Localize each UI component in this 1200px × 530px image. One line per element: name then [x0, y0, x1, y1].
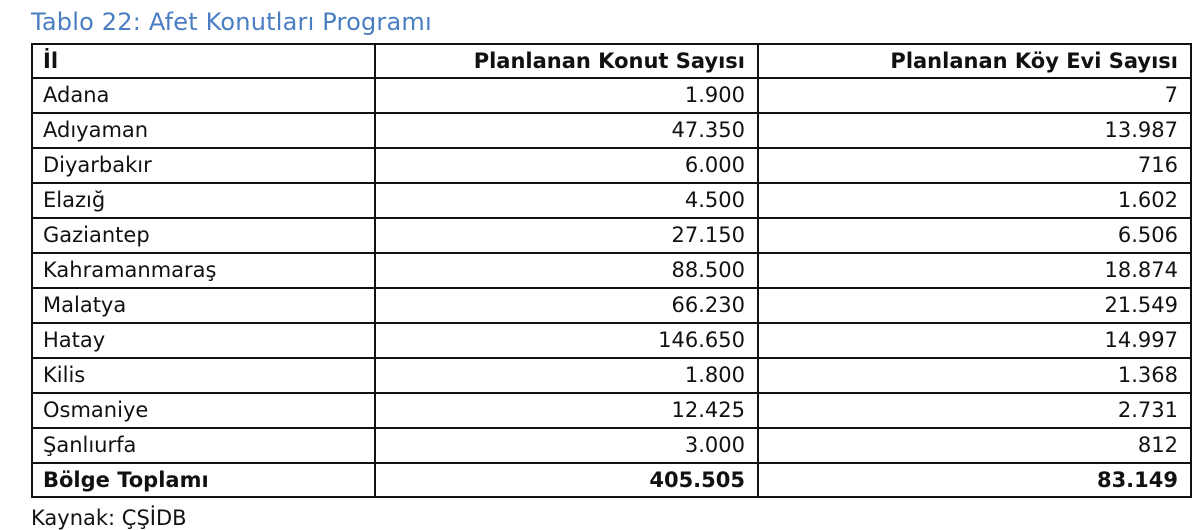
cell-il: Hatay — [32, 323, 375, 358]
housing-table — [31, 43, 1192, 498]
cell-koy-evi: 2.731 — [758, 393, 1191, 428]
cell-konut: 1.800 — [375, 358, 758, 393]
cell-il: Diyarbakır — [32, 148, 375, 183]
cell-koy-evi: 7 — [758, 78, 1191, 113]
table-row — [32, 218, 1191, 253]
cell-koy-evi: 1.368 — [758, 358, 1191, 393]
cell-il: Elazığ — [32, 183, 375, 218]
header-koy-evi: Planlanan Köy Evi Sayısı — [758, 44, 1191, 78]
cell-il: Şanlıurfa — [32, 428, 375, 463]
table-row — [32, 78, 1191, 113]
total-label: Bölge Toplamı — [32, 463, 375, 497]
cell-koy-evi: 18.874 — [758, 253, 1191, 288]
table-row — [32, 428, 1191, 463]
table-row — [32, 113, 1191, 148]
cell-il: Osmaniye — [32, 393, 375, 428]
cell-konut: 47.350 — [375, 113, 758, 148]
total-row — [32, 463, 1191, 497]
table-row — [32, 323, 1191, 358]
cell-konut: 12.425 — [375, 393, 758, 428]
cell-konut: 3.000 — [375, 428, 758, 463]
cell-konut: 146.650 — [375, 323, 758, 358]
cell-konut: 88.500 — [375, 253, 758, 288]
header-konut: Planlanan Konut Sayısı — [375, 44, 758, 78]
cell-konut: 27.150 — [375, 218, 758, 253]
cell-il: Adıyaman — [32, 113, 375, 148]
cell-konut: 66.230 — [375, 288, 758, 323]
table-row — [32, 393, 1191, 428]
cell-koy-evi: 21.549 — [758, 288, 1191, 323]
cell-koy-evi: 716 — [758, 148, 1191, 183]
table-row — [32, 358, 1191, 393]
table-row — [32, 148, 1191, 183]
cell-koy-evi: 14.997 — [758, 323, 1191, 358]
cell-il: Malatya — [32, 288, 375, 323]
table-row — [32, 183, 1191, 218]
total-konut: 405.505 — [375, 463, 758, 497]
cell-konut: 6.000 — [375, 148, 758, 183]
header-il: İl — [32, 44, 375, 78]
table-row — [32, 253, 1191, 288]
table-row — [32, 288, 1191, 323]
cell-il: Kilis — [32, 358, 375, 393]
cell-il: Kahramanmaraş — [32, 253, 375, 288]
cell-koy-evi: 812 — [758, 428, 1191, 463]
cell-koy-evi: 13.987 — [758, 113, 1191, 148]
cell-il: Gaziantep — [32, 218, 375, 253]
cell-il: Adana — [32, 78, 375, 113]
source-note: Kaynak: ÇŞİDB — [31, 506, 187, 530]
cell-koy-evi: 6.506 — [758, 218, 1191, 253]
table-header-row — [32, 44, 1191, 78]
cell-konut: 4.500 — [375, 183, 758, 218]
total-koy-evi: 83.149 — [758, 463, 1191, 497]
cell-koy-evi: 1.602 — [758, 183, 1191, 218]
cell-konut: 1.900 — [375, 78, 758, 113]
table-caption: Tablo 22: Afet Konutları Programı — [31, 8, 432, 36]
